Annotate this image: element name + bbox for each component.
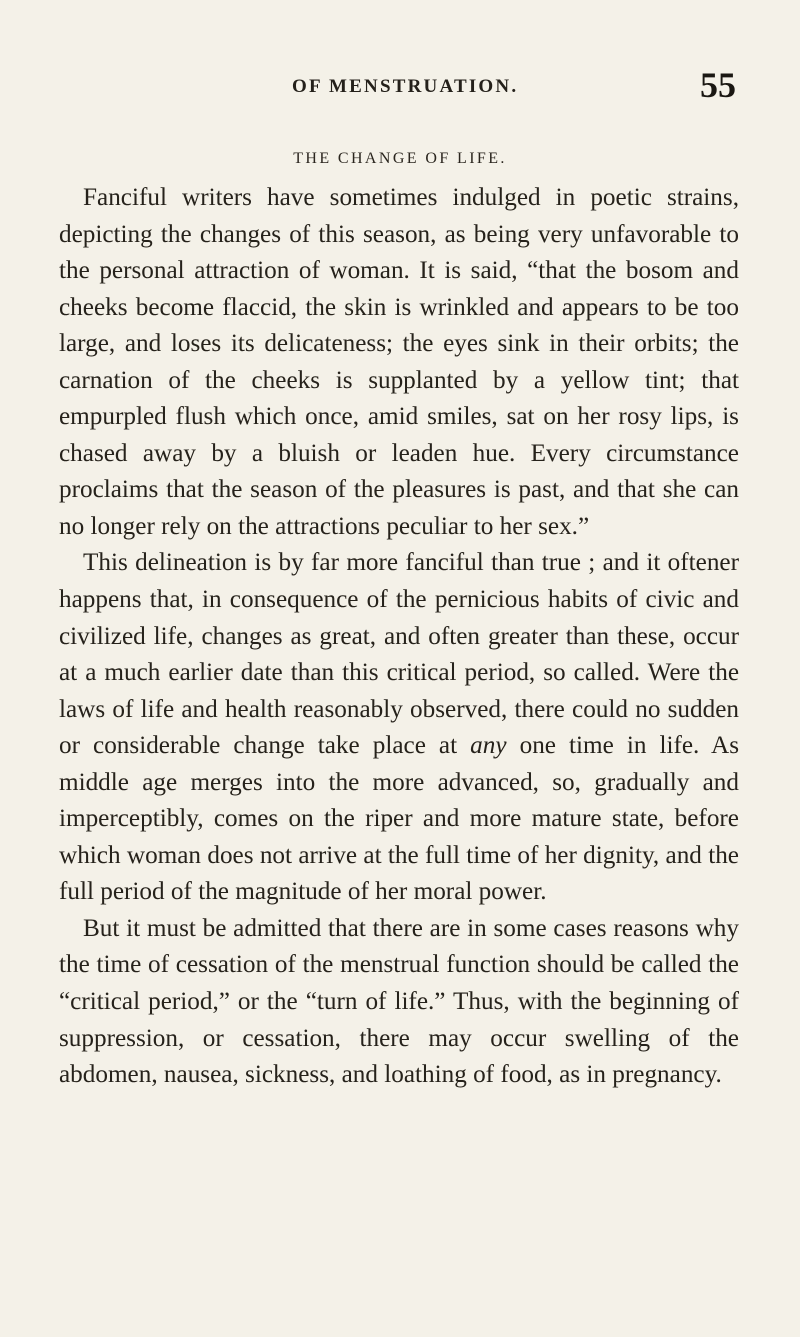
paragraph-2-text-end: one time in life. As middle age merges into the more advanced, so, gradually and imperceptibly, comes on the riper and more mature state, before which woman does not arrive at the full time of her dignity, and the full period of the magnitude of her moral power.	[59, 732, 740, 906]
paragraph-1-text: Fanciful writers have sometimes indulged in poetic strains, depicting the changes of this season, as being very unfavorable to the personal attraction of woman. It is said, “that the bosom and cheeks become flaccid, the skin is wrinkled and appears to be too large, and loses its delicateness; the eyes sink in their orbits; the carnation of the cheeks is supplanted by a yellow tint; that empurpled flush which once, amid smiles, sat on her rosy lips, is chased away by a bluish or leaden hue. Every circumstance proclaims that the season of the pleasures is past, and that she can no longer rely on the attractions peculiar to her sex.”	[59, 184, 739, 540]
section-heading: THE CHANGE OF LIFE.	[293, 150, 507, 167]
body-text	[59, 180, 739, 1094]
paragraph-1	[59, 180, 739, 545]
page-number: 55	[700, 65, 736, 105]
paragraph-3-text: But it must be admitted that there are in some cases reasons why the time of cessation of the menstrual function should be called the “critical period,” or the “turn of life.” Thus, with the beginning of suppression, or cessation, there may occur swelling of the abdomen, nausea, sickness, and loathing of food, as in pregnancy.	[59, 914, 739, 1089]
paragraph-2-text-start: This delineation is by far more fanciful than true ; and it oftener happens that, in consequence of the pernicious habits of civic and civilized life, changes as great, and often greater than these, occur at a much earlier date than this critical period, so called. Were the laws of life and health reasonably observed, there could no sudden or considerable change take place at	[59, 549, 739, 760]
paragraph-3	[59, 911, 739, 1094]
running-title: OF MENSTRUATION.	[292, 76, 519, 97]
emphasis-any: any	[470, 732, 507, 760]
paragraph-2	[59, 545, 739, 910]
